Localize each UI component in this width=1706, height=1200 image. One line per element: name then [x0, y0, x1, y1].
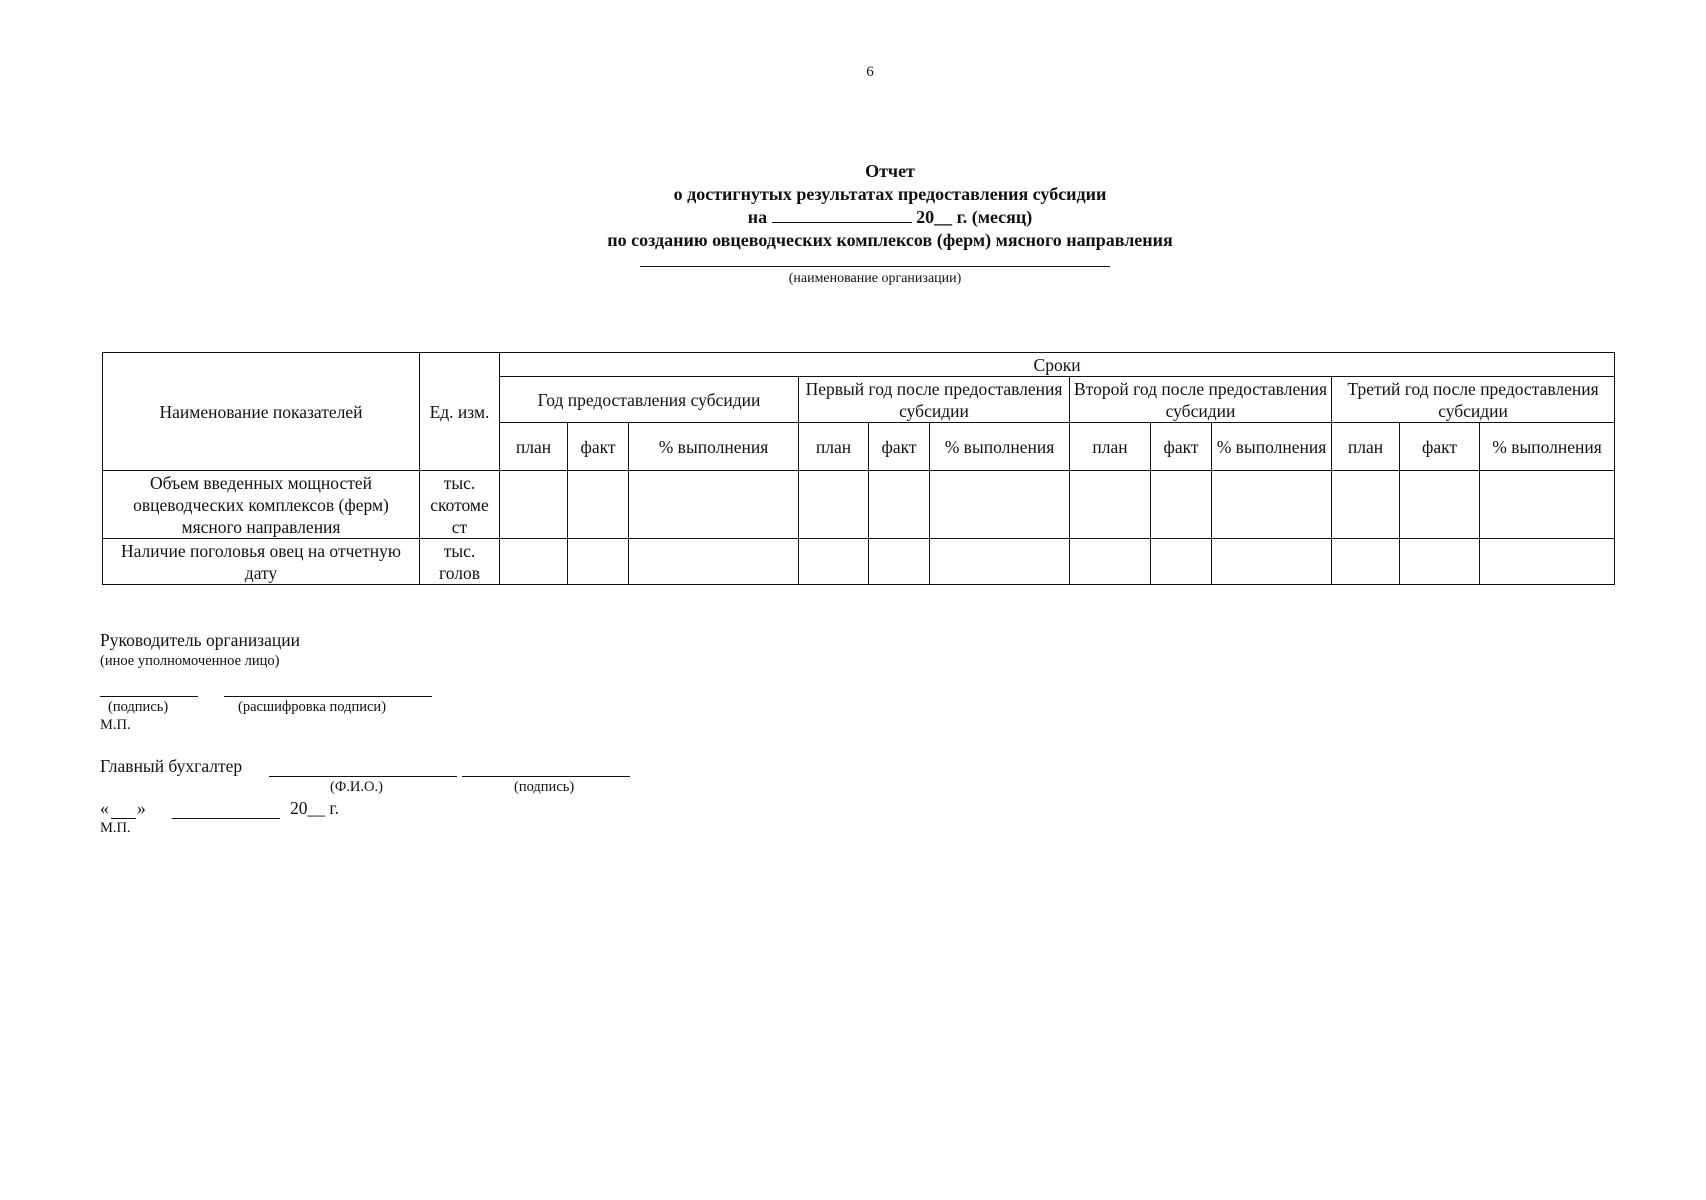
value-cell[interactable]	[1332, 539, 1400, 585]
header-indicator-name: Наименование показателей	[103, 353, 420, 471]
header-fact: факт	[1151, 423, 1212, 471]
title-on-label: на	[747, 207, 768, 227]
date-close-quote: »	[137, 798, 146, 818]
value-cell[interactable]	[930, 471, 1070, 539]
value-cell[interactable]	[1151, 471, 1212, 539]
date-day-field[interactable]	[111, 818, 136, 819]
value-cell[interactable]	[1480, 539, 1615, 585]
header-periods: Сроки	[500, 353, 1615, 377]
stamp-label: М.П.	[100, 820, 131, 836]
value-cell[interactable]	[930, 539, 1070, 585]
chief-accountant-label: Главный бухгалтер	[100, 756, 243, 776]
header-fact: факт	[1400, 423, 1480, 471]
header-plan: план	[500, 423, 568, 471]
header-period-first-year: Первый год после предоставления субсидии	[799, 377, 1070, 423]
value-cell[interactable]	[500, 539, 568, 585]
head-signature-field[interactable]	[100, 696, 198, 697]
stamp-label: М.П.	[100, 717, 131, 733]
title-line-2: о достигнутых результатах предоставления субсидии	[673, 184, 1107, 204]
report-title	[550, 160, 1230, 252]
header-percent: % выполнения	[1480, 423, 1615, 471]
value-cell[interactable]	[1212, 471, 1332, 539]
row-indicator-name: Наличие поголовья овец на отчетную дату	[103, 539, 420, 585]
row-unit: тыс. голов	[420, 539, 500, 585]
title-line-1: Отчет	[865, 161, 915, 181]
value-cell[interactable]	[568, 539, 629, 585]
organization-name-caption: (наименование организации)	[788, 271, 962, 286]
report-table	[102, 352, 1615, 585]
head-signature-caption: (подпись)	[108, 699, 169, 715]
value-cell[interactable]	[799, 539, 869, 585]
title-year-month: 20__ г. (месяц)	[916, 207, 1033, 227]
header-period-second-year: Второй год после предоставления субсидии	[1070, 377, 1332, 423]
value-cell[interactable]	[1400, 539, 1480, 585]
title-line-4: по созданию овцеводческих комплексов (ферм) мясного направления	[607, 230, 1173, 250]
head-decode-caption: (расшифровка подписи)	[238, 699, 387, 715]
header-percent: % выполнения	[930, 423, 1070, 471]
head-signature-decode-field[interactable]	[224, 696, 432, 697]
date-year: 20__ г.	[290, 798, 339, 818]
value-cell[interactable]	[1151, 539, 1212, 585]
head-subtitle: (иное уполномоченное лицо)	[100, 653, 280, 669]
header-fact: факт	[869, 423, 930, 471]
header-percent: % выполнения	[629, 423, 799, 471]
period-blank-field[interactable]	[772, 222, 912, 223]
header-percent: % выполнения	[1212, 423, 1332, 471]
row-unit: тыс. скотоме ст	[420, 471, 500, 539]
head-title: Руководитель организации	[100, 630, 300, 650]
table-row	[103, 539, 1615, 585]
value-cell[interactable]	[1070, 539, 1151, 585]
value-cell[interactable]	[799, 471, 869, 539]
value-cell[interactable]	[1332, 471, 1400, 539]
value-cell[interactable]	[1212, 539, 1332, 585]
table-row	[103, 471, 1615, 539]
header-period-subsidy-year: Год предоставления субсидии	[500, 377, 799, 423]
fio-caption: (Ф.И.О.)	[330, 779, 383, 795]
accountant-signature-field[interactable]	[462, 776, 630, 777]
value-cell[interactable]	[869, 539, 930, 585]
date-open-quote: «	[100, 798, 109, 818]
header-period-third-year: Третий год после предоставления субсидии	[1332, 377, 1615, 423]
header-unit: Ед. изм.	[420, 353, 500, 471]
value-cell[interactable]	[1400, 471, 1480, 539]
value-cell[interactable]	[1070, 471, 1151, 539]
header-plan: план	[1332, 423, 1400, 471]
header-plan: план	[799, 423, 869, 471]
value-cell[interactable]	[629, 539, 799, 585]
value-cell[interactable]	[500, 471, 568, 539]
accountant-signature-caption: (подпись)	[514, 779, 575, 795]
organization-name-field[interactable]	[640, 266, 1110, 267]
header-plan: план	[1070, 423, 1151, 471]
accountant-fio-field[interactable]	[269, 776, 457, 777]
header-fact: факт	[568, 423, 629, 471]
value-cell[interactable]	[629, 471, 799, 539]
page-number: 6	[866, 64, 874, 80]
value-cell[interactable]	[568, 471, 629, 539]
title-line-3	[550, 206, 1230, 229]
date-month-field[interactable]	[172, 818, 280, 819]
value-cell[interactable]	[1480, 471, 1615, 539]
value-cell[interactable]	[869, 471, 930, 539]
row-indicator-name: Объем введенных мощностей овцеводческих комплексов (ферм) мясного направления	[103, 471, 420, 539]
